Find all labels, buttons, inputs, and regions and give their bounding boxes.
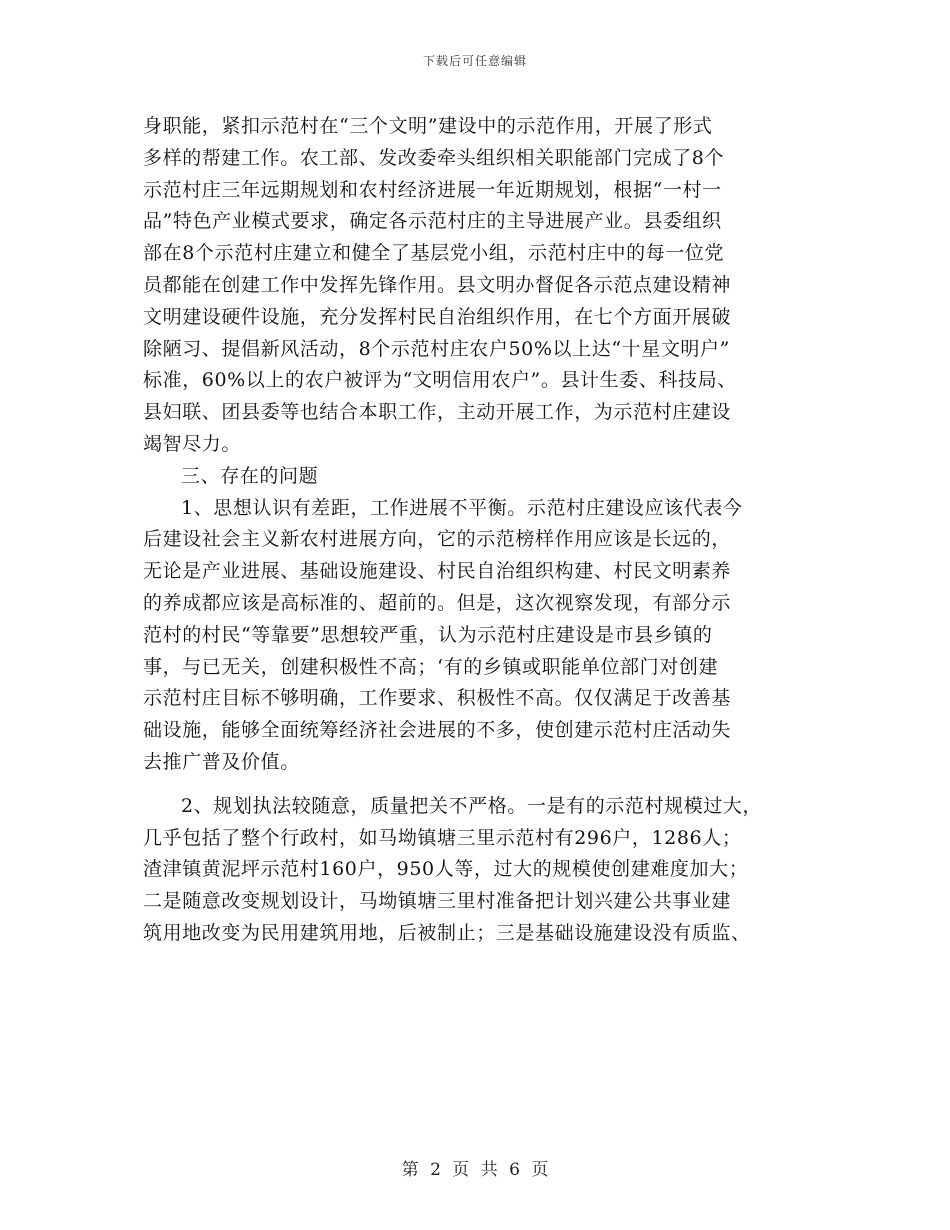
body-text-line: 渣津镇黄泥坪示范村160户，950人等，过大的规模使创建难度加大；: [143, 858, 749, 881]
page-header-note: 下载后可任意编辑: [422, 54, 527, 68]
body-text-line: 示范村庄三年远期规划和农村经济进展一年近期规划，根据“一村一: [143, 178, 722, 201]
body-text-line: 的养成都应该是高标准的、超前的。但是，这次视察发现，有部分示: [143, 591, 732, 614]
body-text-line: 身职能，紧扣示范村在“三个文明”建设中的示范作用，开展了形式: [143, 115, 713, 137]
body-text-line: 文明建设硬件设施，充分发挥村民自治组织作用，在七个方面开展破: [143, 305, 732, 328]
body-text-line: 员都能在创建工作中发挥先锋作用。县文明办督促各示范点建设精神: [143, 273, 732, 296]
body-text-line: 标准，60%以上的农户被评为“文明信用农户”。县计生委、科技局、: [143, 369, 737, 392]
body-text-line: 三、存在的问题: [181, 464, 319, 487]
body-text-line: 多样的帮建工作。农工部、发改委牵头组织相关职能部门完成了8个: [143, 146, 725, 169]
body-text-line: 二是随意改变规划设计，马坳镇塘三里村准备把计划兴建公共事业建: [143, 890, 732, 913]
body-text-line: 1、思想认识有差距，工作进展不平衡。示范村庄建设应该代表今: [181, 496, 743, 519]
body-text-line: 县妇联、团县委等也结合本职工作，主动开展工作，为示范村庄建设: [143, 401, 732, 424]
document-body: [143, 111, 823, 950]
body-text-line: 范村的村民“等靠要”思想较严重，认为示范村庄建设是市县乡镇的: [143, 623, 713, 646]
body-text-line: 后建设社会主义新农村进展方向，它的示范榜样作用应该是长远的，: [143, 528, 732, 551]
body-text-line: 几乎包括了整个行政村，如马坳镇塘三里示范村有296户，1286人；: [143, 826, 742, 849]
page-number-footer: 第 2 页 共 6 页: [401, 1160, 549, 1180]
body-text-line: 品”特色产业模式要求，确定各示范村庄的主导进展产业。县委组织: [143, 210, 722, 233]
body-text-line: 部在8个示范村庄建立和健全了基层党小组，示范村庄中的每一位党: [143, 242, 725, 265]
body-text-line: 础设施，能够全面统筹经济社会进展的不多，使创建示范村庄活动失: [143, 719, 732, 742]
body-text-line: 竭智尽力。: [143, 432, 242, 455]
body-text-line: 筑用地改变为民用建筑用地，后被制止；三是基础设施建设没有质监、: [143, 921, 751, 944]
body-text-line: 2、规划执法较随意，质量把关不严格。一是有的示范村规模过大，: [181, 794, 763, 817]
body-text-line: 除陋习、提倡新风活动，8个示范村庄农户50%以上达“十星文明户”: [143, 337, 730, 360]
body-text-line: 去推广普及价值。: [143, 750, 300, 773]
body-text-line: 无论是产业进展、基础设施建设、村民自治组织构建、村民文明素养: [143, 560, 732, 583]
body-text-line: 示范村庄目标不够明确，工作要求、积极性不高。仅仅满足于改善基: [143, 687, 732, 710]
body-text-line: 事，与已无关，创建积极性不高；‘有的乡镇或职能单位部门对创建: [143, 655, 719, 678]
